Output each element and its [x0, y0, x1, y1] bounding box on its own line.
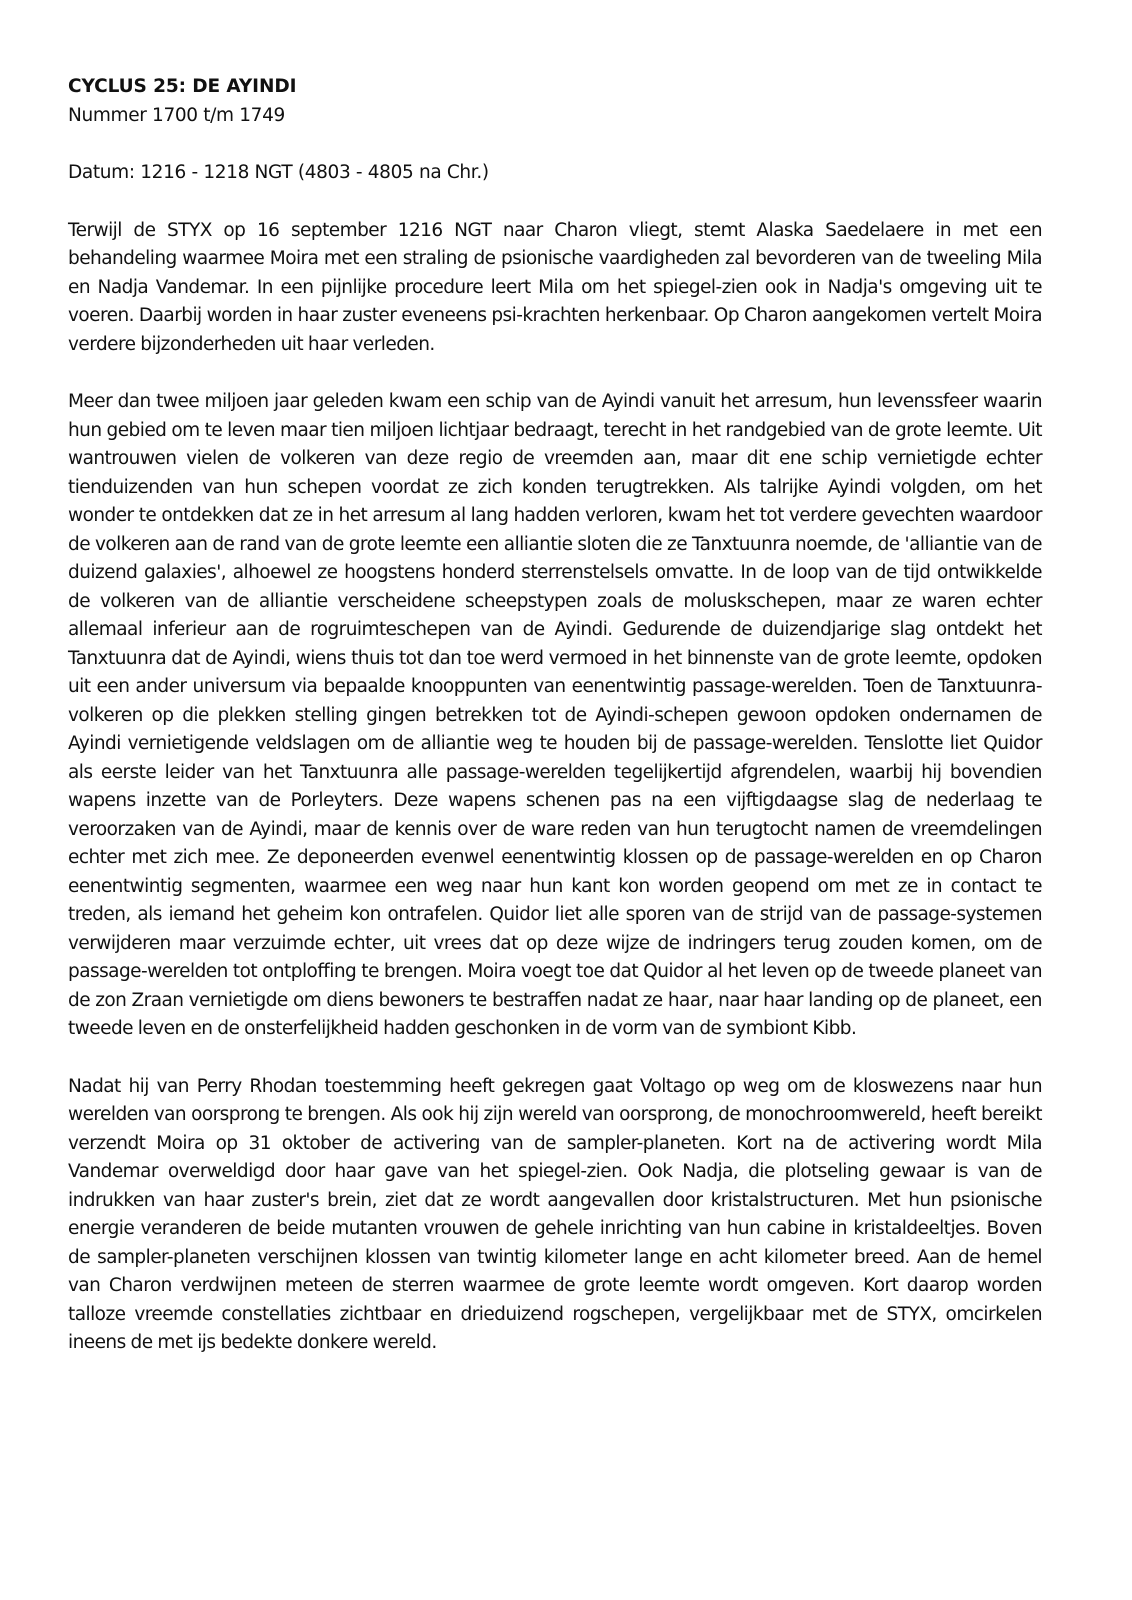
issue-range: Nummer 1700 t/m 1749 — [68, 104, 285, 126]
document-page — [68, 73, 1042, 1358]
paragraph-history: Meer dan twee miljoen jaar geleden kwam een schip van de Ayindi vanuit het arresum, hun levenssfeer waarin hun gebied om te leven maar tien miljoen lichtjaar bedraagt, terecht in het randgebied van de grote leemte. Uit wantrouwen vielen de volkeren van deze regio de vreemden aan, maar dit ene schip vernietigde echter tienduizenden van hun schepen voordat ze zich konden terugtrekken. Als talrijke Ayindi volgden, om het wonder te ontdekken dat ze in het arresum al lang hadden verloren, kwam het tot verdere gevechten waardoor de volkeren aan de rand van de grote leemte een alliantie sloten die ze Tanxtuunra noemde, de 'alliantie van de duizend galaxies', alhoewel ze hoogstens honderd sterrenstelsels omvatte. In de loop van de tijd ontwikkelde de volkeren van de alliantie verscheidene scheepstypen zoals de moluskschepen, maar ze waren echter allemaal inferieur aan de rogruimteschepen van de Ayindi. Gedurende de duizendjarige slag ontdekt het Tanxtuunra dat de Ayindi, wiens thuis tot dan toe werd vermoed in het binnenste van de grote leemte, opdoken uit een ander universum via bepaalde knooppunten van eenentwintig passage-werelden. Toen de Tanxtuunra-volkeren op die plekken stelling gingen betrekken tot de Ayindi-schepen gewoon opdoken ondernamen de Ayindi vernietigende veldslagen om de alliantie weg te houden bij de passage-werelden. Tenslotte liet Quidor als eerste leider van het Tanxtuunra alle passage-werelden tegelijkertijd afgrendelen, waarbij hij bovendien wapens inzette van de Porleyters. Deze wapens schenen pas na een vijftigdaagse slag de nederlaag te veroorzaken van de Ayindi, maar de kennis over de ware reden van hun terugtocht namen de vreemdelingen echter met zich mee. Ze deponeerden evenwel eenentwintig klossen op de passage-werelden en op Charon eenentwintig segmenten, waarmee een weg naar hun kant kon worden geopend om met ze in contact te treden, als iemand het geheim kon ontrafelen. Quidor liet alle sporen van de strijd van de passage-systemen verwijderen maar verzuimde echter, uit vrees dat op deze wijze de indringers terug zouden komen, om de passage-werelden tot ontploffing te brengen. Moira voegt toe dat Quidor al het leven op de tweede planeet van de zon Zraan vernietigde om diens bewoners te bestraffen nadat ze haar, naar haar landing op de planeet, een tweede leven en de onsterfelijkheid hadden geschonken in de vorm van de symbiont Kibb. — [68, 391, 1042, 1039]
date-line: Datum: 1216 - 1218 NGT (4803 - 4805 na Chr.) — [68, 162, 489, 183]
spacer — [68, 188, 1042, 217]
spacer — [68, 359, 1042, 388]
spacer — [68, 130, 1042, 159]
paragraph-intro: Terwijl de STYX op 16 september 1216 NGT naar Charon vliegt, stemt Alaska Saedelaere in met een behandeling waarmee Moira met een straling de psionische vaardigheden zal bevorderen van de tweeling Mila en Nadja Vandemar. In een pijnlijke procedure leert Mila om het spiegel-zien ook in Nadja's omgeving uit te voeren. Daarbij worden in haar zuster eveneens psi-krachten herkenbaar. Op Charon aangekomen vertelt Moira verdere bijzonderheden uit haar verleden. — [68, 219, 1042, 355]
paragraph-activation: Nadat hij van Perry Rhodan toestemming heeft gekregen gaat Voltago op weg om de kloswezens naar hun werelden van oorsprong te brengen. Als ook hij zijn wereld van oorsprong, de monochroomwereld, heeft bereikt verzendt Moira op 31 oktober de activering van de sampler-planeten. Kort na de activering wordt Mila Vandemar overweldigd door haar gave van het spiegel-zien. Ook Nadja, die plotseling gewaar is van de indrukken van haar zuster's brein, ziet dat ze wordt aangevallen door kristalstructuren. Met hun psionische energie veranderen de beide mutanten vrouwen de gehele inrichting van hun cabine in kristaldeeltjes. Boven de sampler-planeten verschijnen klossen van twintig kilometer lange en acht kilometer breed. Aan de hemel van Charon verdwijnen meteen de sterren waarmee de grote leemte wordt omgeven. Kort daarop worden talloze vreemde constellaties zichtbaar en drieduizend rogschepen, vergelijkbaar met de STYX, omcirkelen ineens de met ijs bedekte donkere wereld. — [68, 1075, 1042, 1353]
document-title: CYCLUS 25: DE AYINDI — [68, 76, 297, 97]
spacer — [68, 1044, 1042, 1073]
